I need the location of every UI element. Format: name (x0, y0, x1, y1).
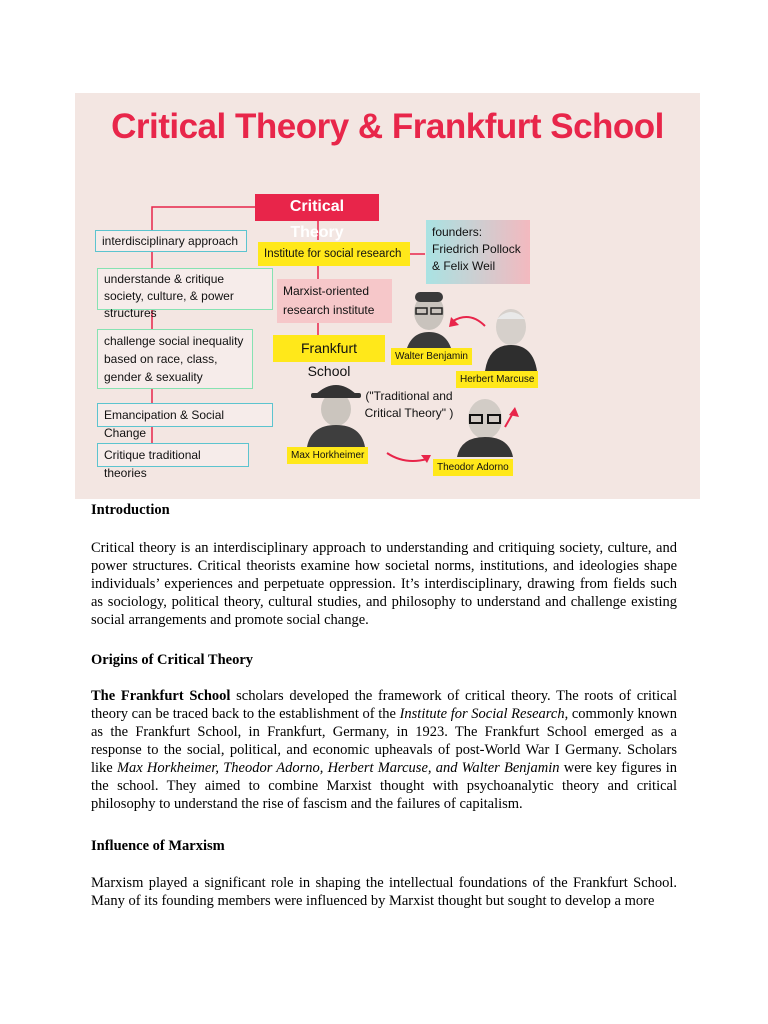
intro-paragraph: Critical theory is an interdisciplinary approach to understanding and critiquing society, culture, and power structures. Critical theorists examine how societal norms, institutions, and ideologies shape individuals’ experiences and perpetuate oppression. It’s interdisciplinary, drawing from fields such as sociology, political theory, cultural studies, and philosophy to understand and challenge existing social arrangements and promote social change. (91, 540, 677, 628)
herbert-marcuse-tag: Herbert Marcuse (456, 371, 538, 388)
intro-heading: Introduction (91, 502, 170, 518)
item-interdisciplinary: interdisciplinary approach (95, 230, 247, 252)
origins-text-1: scholars developed the framework of critical theory. The roots of critical theory can be traced back to the establishment of the (91, 688, 677, 722)
institute-label: Institute for social research (258, 242, 410, 266)
item-critique-society: understande & critique society, culture, & power structures (97, 268, 273, 310)
traditional-critical-quote (359, 388, 459, 422)
frankfurt-school-bold: The Frankfurt School (91, 688, 231, 704)
quote-line-1: ("Traditional and (365, 389, 453, 403)
theodor-adorno-portrait (455, 393, 515, 457)
founders-line-1: founders: (432, 225, 483, 239)
origins-heading: Origins of Critical Theory (91, 652, 254, 668)
critical-theory-label: Critical Theory (255, 194, 379, 221)
item-social-inequality: challenge social inequality based on race, class, gender & sexuality (97, 329, 253, 389)
walter-benjamin-tag: Walter Benjamin (391, 348, 472, 365)
item-emancipation: Emancipation & Social Change (97, 403, 273, 427)
origins-text-3: were key figures in the school. They aimed to combine Marxist thought with psychoanalytic theory and critical philosophy to understand the rise of fascism and the failures of capitalism. (91, 760, 677, 812)
theodor-adorno-tag: Theodor Adorno (433, 459, 513, 476)
infographic (75, 93, 700, 499)
founders-box (426, 220, 530, 284)
marxist-line-2: research institute (283, 303, 375, 317)
marxism-heading: Influence of Marxism (91, 838, 225, 854)
institute-italic: Institute for Social Research (399, 706, 565, 722)
quote-line-2: Critical Theory" ) (364, 406, 454, 420)
max-horkheimer-tag: Max Horkheimer (287, 447, 368, 464)
item-critique-traditional: Critique traditional theories (97, 443, 249, 467)
origins-text-2: , commonly known as the Frankfurt School, in Frankfurt, Germany, in 1923. The Frankfurt School emerged as a response to the social, political, and economic upheavals of post-World War I Germany. Scholars like (91, 706, 677, 776)
herbert-marcuse-portrait (483, 305, 539, 371)
origins-paragraph (91, 687, 677, 813)
marxist-line-1: Marxist-oriented (283, 284, 370, 298)
walter-benjamin-portrait (401, 286, 457, 356)
marxist-institute-box (277, 279, 392, 323)
infographic-title: Critical Theory & Frankfurt School (111, 107, 664, 146)
frankfurt-school-label: Frankfurt School (273, 335, 385, 362)
founders-line-2: Friedrich Pollock (432, 242, 521, 256)
max-horkheimer-portrait (305, 377, 367, 447)
scholar-names-italic: Max Horkheimer, Theodor Adorno, Herbert Marcuse, and Walter Benjamin (116, 760, 560, 776)
founders-line-3: & Felix Weil (432, 259, 496, 273)
marxism-paragraph: Marxism played a significant role in shaping the intellectual foundations of the Frankfurt School. Many of its founding members were influenced by Marxist thought but sought to develop a more (91, 875, 677, 909)
